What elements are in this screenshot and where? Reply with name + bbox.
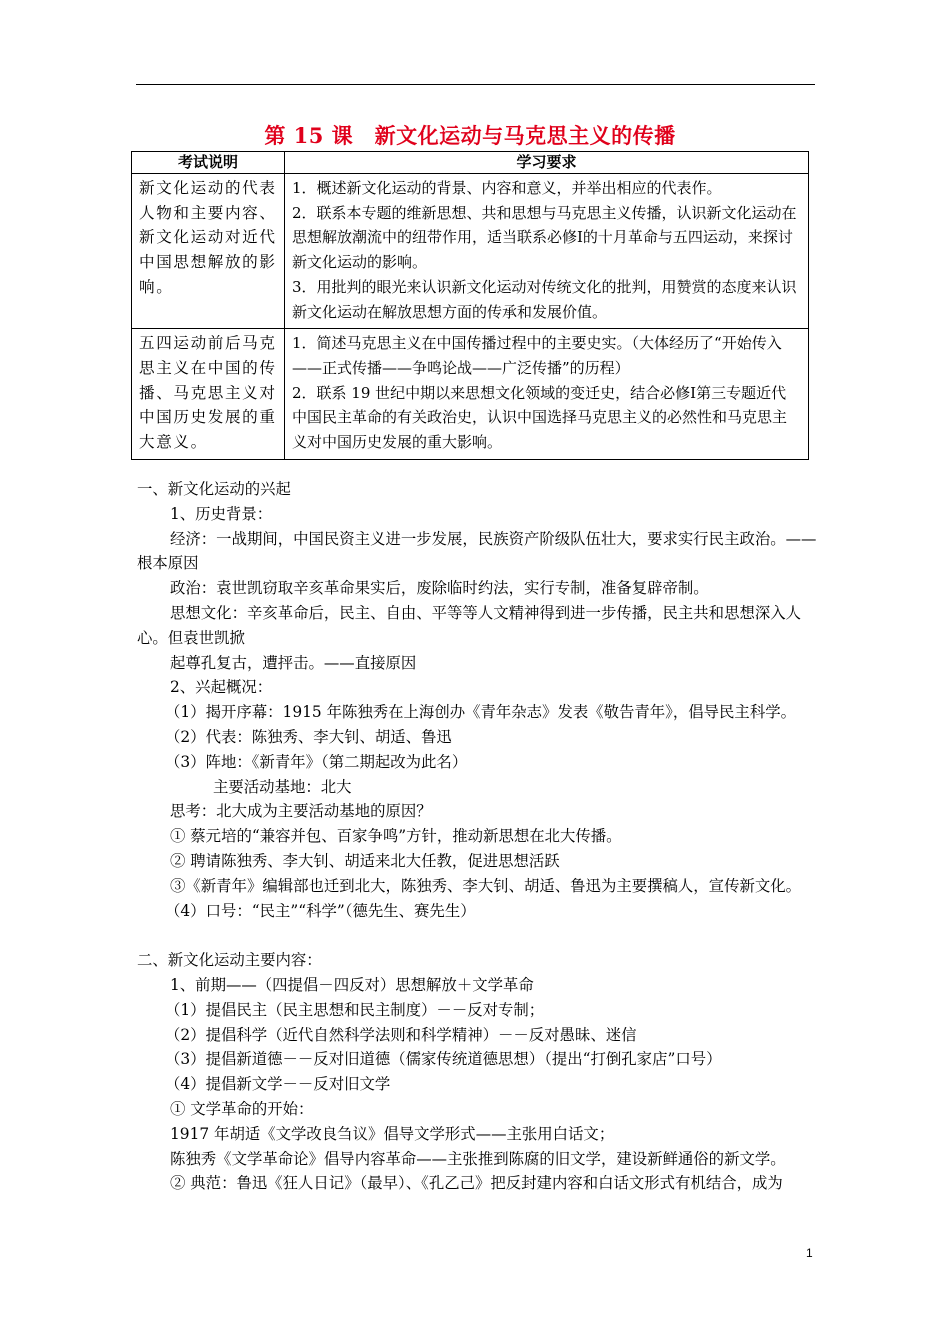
header-rule (136, 84, 815, 85)
table-row (132, 329, 809, 460)
paragraph: 经济：一战期间，中国民资主义进一步发展，民族资产阶级队伍壮大，要求实行民主政治。——根本原因 (137, 529, 817, 573)
exam-description: 五四运动前后马克思主义在中国的传播、马克思主义对中国历史发展的重大意义。 (132, 329, 285, 460)
page-title: 第 15 课 新文化运动与马克思主义的传播 (264, 123, 676, 148)
paragraph: 陈独秀《文学革命论》倡导内容革命——主张推到陈腐的旧文学，建设新鲜通俗的新文学。 (170, 1149, 786, 1168)
list-item: （4）口号：“民主”“科学”（德先生、赛先生） (165, 901, 476, 920)
table-header-row (132, 152, 809, 174)
paragraph: 政治：袁世凯窃取辛亥革命果实后，废除临时约法，实行专制，准备复辟帝制。 (170, 579, 709, 598)
list-item: （2）提倡科学（近代自然科学法则和科学精神）－－反对愚昧、迷信 (165, 1025, 637, 1044)
list-item: （1）揭开序幕：1915 年陈独秀在上海创办《青年杂志》发表《敬告青年》，倡导民主科学。 (165, 703, 796, 722)
page-number: 1 (806, 1246, 813, 1260)
list-item: ② 聘请陈独秀、李大钊、胡适来北大任教，促进思想活跃 (170, 851, 560, 870)
subsection-heading: 1、历史背景： (170, 504, 273, 523)
paragraph: 起尊孔复古，遭抨击。——直接原因 (170, 653, 417, 672)
list-item: 主要活动基地：北大 (213, 777, 352, 796)
column-header-exam: 考试说明 (132, 152, 285, 174)
requirement-item: 2．联系本专题的维新思想、共和思想与马克思主义传播，认识新文化运动在思想解放潮流中的纽带作用，适当联系必修Ⅰ的十月革命与五四运动，来探讨新文化运动的影响。 (292, 203, 797, 272)
question: 思考：北大成为主要活动基地的原因？ (170, 802, 432, 821)
subsection-heading: 1、前期——（四提倡－四反对）思想解放＋文学革命 (170, 975, 534, 994)
requirements-cell (285, 174, 809, 329)
column-header-requirements: 学习要求 (285, 152, 809, 174)
list-item: ③《新青年》编辑部也迁到北大，陈独秀、李大钊、胡适、鲁迅为主要撰稿人，宣传新文化。 (170, 876, 802, 895)
section-heading: 一、新文化运动的兴起 (137, 480, 291, 498)
list-item: （2）代表：陈独秀、李大钊、胡适、鲁迅 (165, 727, 452, 746)
requirements-table (131, 151, 809, 460)
paragraph: 思想文化：辛亥革命后，民主、自由、平等等人文精神得到进一步传播，民主共和思想深入人心。但袁世凯掀 (137, 603, 802, 647)
paragraph: 1917 年胡适《文学改良刍议》倡导文学形式——主张用白话文； (170, 1124, 615, 1143)
list-item: ① 文学革命的开始： (170, 1099, 314, 1118)
paragraph: ② 典范：鲁迅《狂人日记》（最早）、《孔乙己》把反封建内容和白话文形式有机结合，成为 (170, 1174, 783, 1193)
section-heading: 二、新文化运动主要内容： (137, 951, 322, 970)
list-item: （1）提倡民主（民主思想和民主制度）－－反对专制； (165, 1000, 545, 1019)
list-item: ① 蔡元培的“兼容并包、百家争鸣”方针，推动新思想在北大传播。 (170, 827, 622, 846)
list-item: （3）阵地：《新青年》（第二期起改为此名） (165, 752, 468, 771)
exam-description: 新文化运动的代表人物和主要内容、新文化运动对近代中国思想解放的影响。 (132, 174, 285, 329)
requirement-item: 3．用批判的眼光来认识新文化运动对传统文化的批判，用赞赏的态度来认识新文化运动在解放思想方面的传承和发展价值。 (292, 277, 797, 321)
list-item: （3）提倡新道德－－反对旧道德（儒家传统道德思想）（提出“打倒孔家店”口号） (165, 1050, 722, 1069)
requirement-item: 2．联系 19 世纪中期以来思想文化领域的变迁史，结合必修Ⅰ第三专题近代中国民主革命的有关政治史，认识中国选择马克思主义的必然性和马克思主义对中国历史发展的重大影响。 (292, 383, 788, 452)
list-item: （4）提倡新文学－－反对旧文学 (165, 1075, 391, 1094)
subsection-heading: 2、兴起概况： (170, 678, 273, 697)
requirements-cell (285, 329, 809, 460)
document-body (137, 477, 817, 1196)
requirement-item: 1．概述新文化运动的背景、内容和意义，并举出相应的代表作。 (292, 179, 722, 197)
requirement-item: 1．简述马克思主义在中国传播过程中的主要史实。（大体经历了“开始传入——正式传播——争鸣论战——广泛传播”的历程） (292, 334, 782, 377)
table-row (132, 174, 809, 329)
